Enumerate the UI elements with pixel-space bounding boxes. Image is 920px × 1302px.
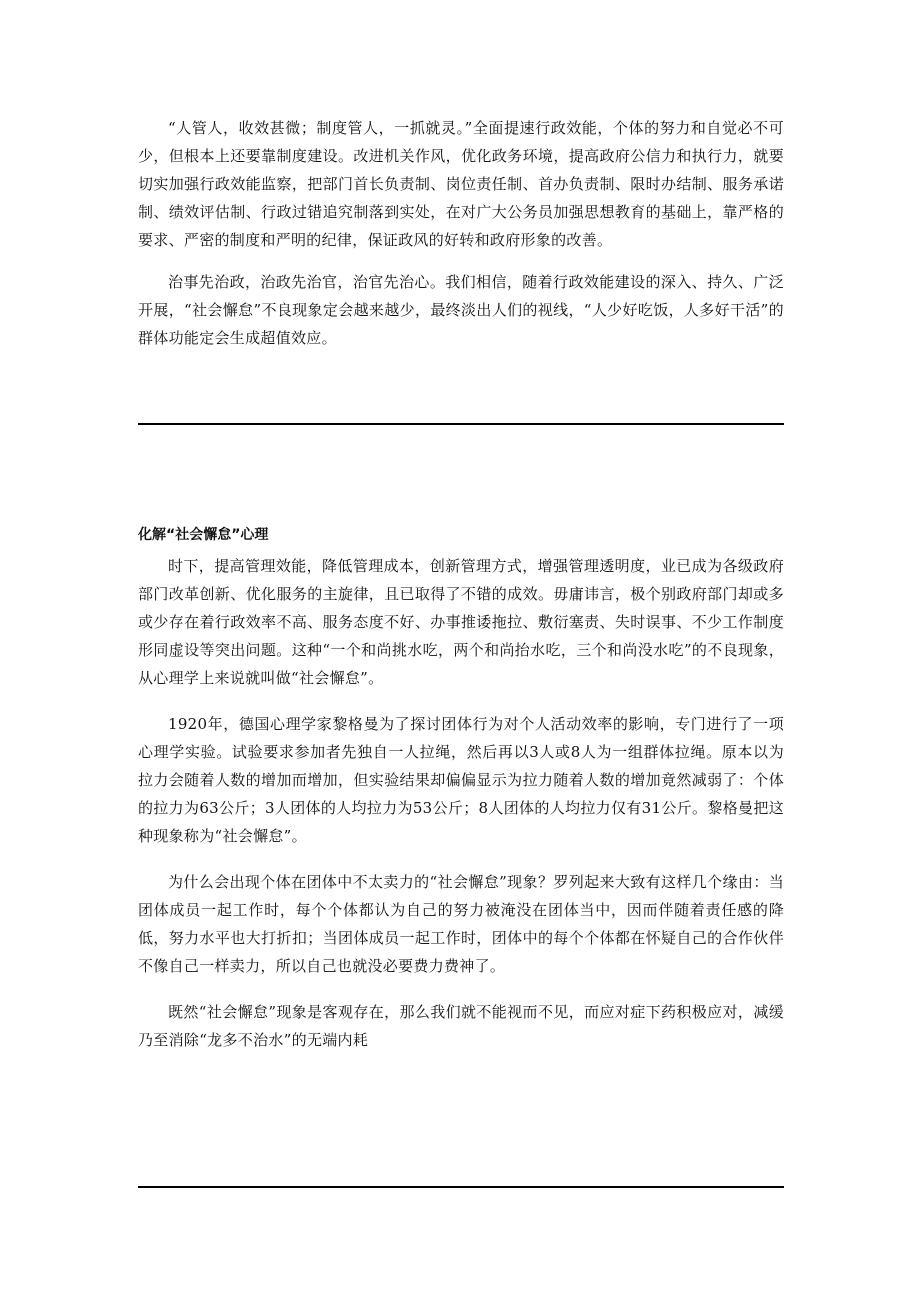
paragraph: 治事先治政，治政先治官，治官先治心。我们相信，随着行政效能建设的深入、持久、广泛开展，“社会懈怠”不良现象定会越来越少，最终淡出人们的视线，“人少好吃饭，人多好干活”的群体功能定会生成超值效应。 xyxy=(138,273,784,347)
section-divider xyxy=(138,1186,784,1188)
paragraph: “人管人，收效甚微；制度管人，一抓就灵。”全面提速行政效能，个体的努力和自觉必不可少，但根本上还要靠制度建设。改进机关作风，优化政务环境，提高政府公信力和执行力，就要切实加强行政效能监察，把部门首长负责制、岗位责任制、首办负责制、限时办结制、服务承诺制、绩效评估制、行政过错追究制落到实处，在对广大公务员加强思想教育的基础上，靠严格的要求、严密的制度和严明的纪律，保证政风的好转和政府形象的改善。 xyxy=(138,119,784,249)
paragraph: 1920年，德国心理学家黎格曼为了探讨团体行为对个人活动效率的影响，专门进行了一项心理学实验。试验要求参加者先独自一人拉绳，然后再以3人或8人为一组群体拉绳。原本以为拉力会随着人数的增加而增加，但实验结果却偏偏显示为拉力随着人数的增加竟然减弱了：个体的拉力为63公斤；3人团体的人均拉力为53公斤；8人团体的人均拉力仅有31公斤。黎格曼把这种现象称为“社会懈怠”。 xyxy=(138,715,784,845)
section-administrative-efficiency xyxy=(138,114,784,352)
paragraph: 时下，提高管理效能，降低管理成本，创新管理方式，增强管理透明度，业已成为各级政府部门改革创新、优化服务的主旋律，且已取得了不错的成效。毋庸讳言，极个别政府部门却或多或少存在着行政效率不高、服务态度不好、办事推诿拖拉、敷衍塞责、失时误事、不少工作制度形同虚设等突出问题。这种“一个和尚挑水吃，两个和尚抬水吃，三个和尚没水吃”的不良现象，从心理学上来说就叫做“社会懈怠”。 xyxy=(138,557,784,687)
section-divider xyxy=(138,423,784,425)
section-heading: 化解“社会懈怠”心理 xyxy=(138,527,269,543)
section-social-loafing xyxy=(138,522,784,1054)
paragraph: 既然“社会懈怠”现象是客观存在，那么我们就不能视而不见，而应对症下药积极应对，减缓乃至消除“龙多不治水”的无端内耗 xyxy=(138,1003,784,1049)
paragraph: 为什么会出现个体在团体中不太卖力的“社会懈怠”现象？罗列起来大致有这样几个缘由：当团体成员一起工作时，每个个体都认为自己的努力被淹没在团体当中，因而伴随着责任感的降低，努力水平也大打折扣；当团体成员一起工作时，团体中的每个个体都在怀疑自己的合作伙伴不像自己一样卖力，所以自己也就没必要费力费神了。 xyxy=(138,873,784,975)
document-page xyxy=(138,0,784,1302)
